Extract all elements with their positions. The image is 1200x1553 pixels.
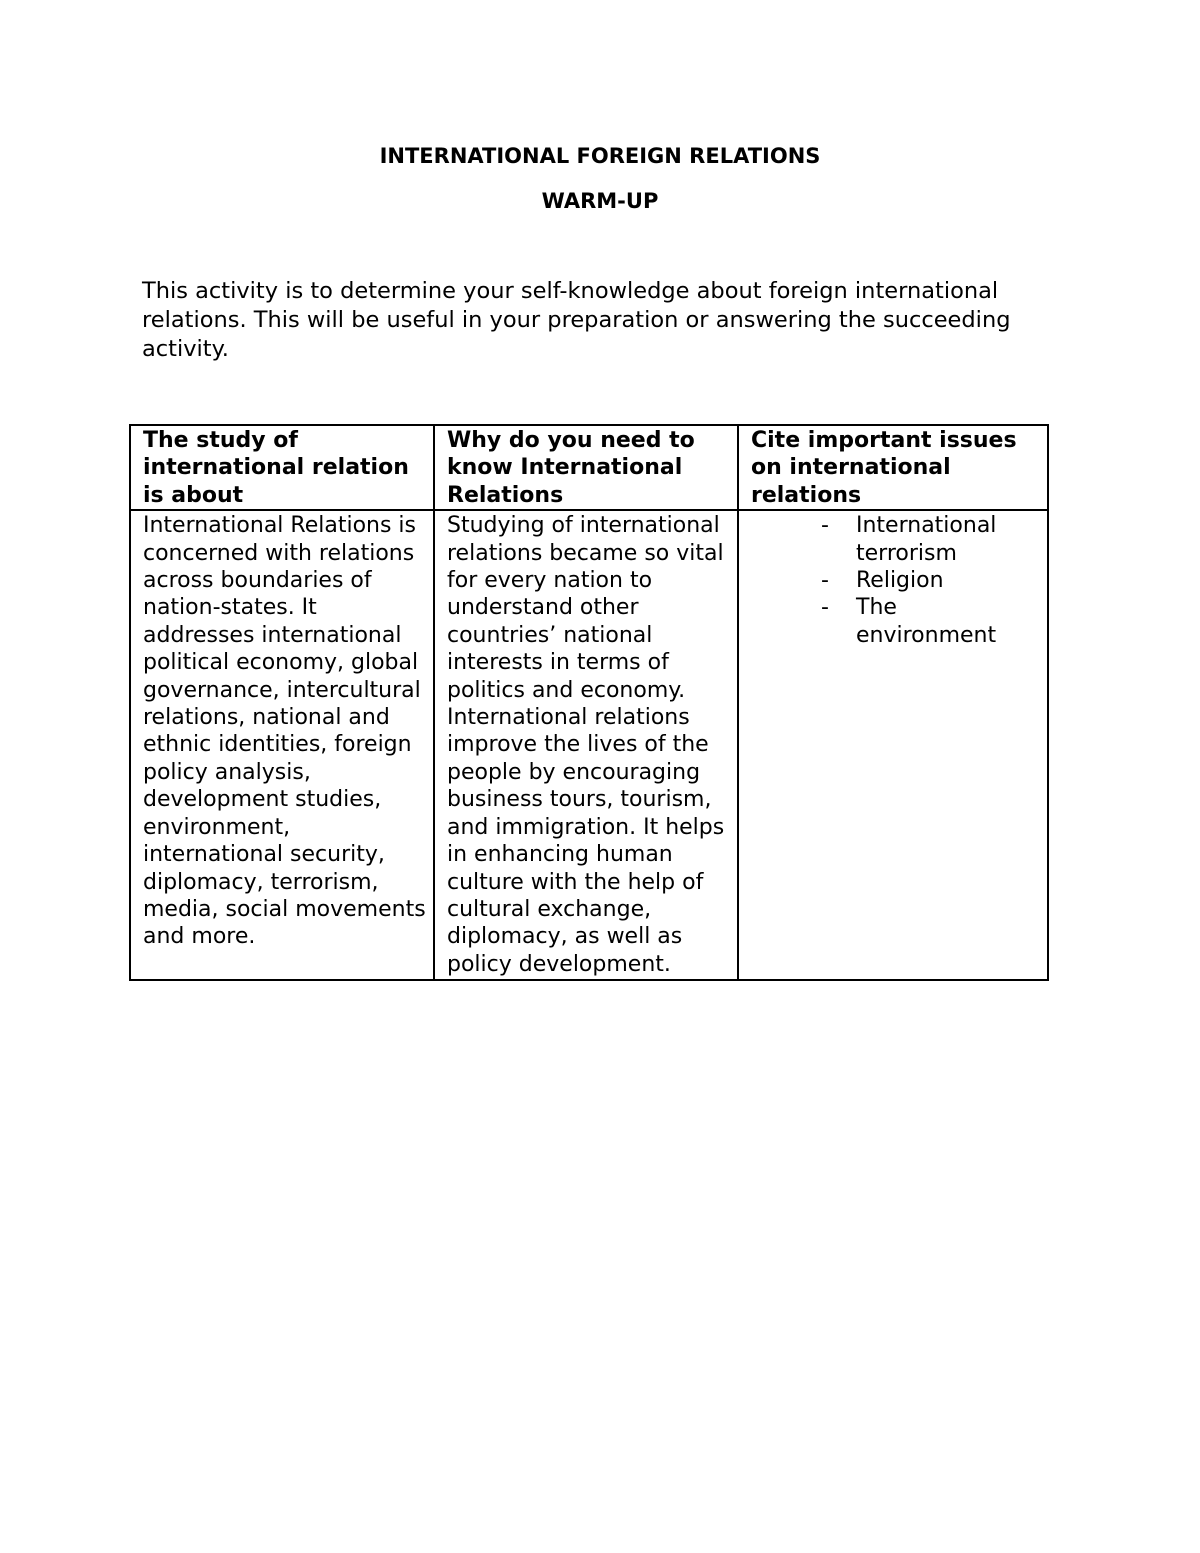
dash-bullet: - xyxy=(821,568,829,594)
document-subtitle: WARM-UP xyxy=(541,189,659,213)
list-item xyxy=(751,594,1041,649)
list-item xyxy=(751,512,1041,567)
document-title: INTERNATIONAL FOREIGN RELATIONS xyxy=(379,144,821,168)
table-header-row xyxy=(130,425,1048,510)
dash-bullet: - xyxy=(821,595,829,621)
issues-list xyxy=(751,512,1041,649)
issue-text: The environment xyxy=(856,595,997,648)
cell-study-about: International Relations is concerned with relations across boundaries of nation-states. It addresses international political economy, global governance, intercultural relations, national and ethnic identities, foreign policy analysis, development studies, environment, international security, diplomacy, terrorism, media, social movements and more. xyxy=(130,510,434,980)
intro-paragraph: This activity is to determine your self-knowledge about foreign international relations. This will be useful in your preparation or answering the succeeding activity. xyxy=(142,278,1011,362)
issue-text: International terrorism xyxy=(856,513,997,566)
cell-cite-issues xyxy=(738,510,1048,980)
cell-why-know: Studying of international relations became so vital for every nation to understand other countries’ national interests in terms of politics and economy. International relations improve the lives of the people by encouraging business tours, tourism, and immigration. It helps in enhancing human culture with the help of cultural exchange, diplomacy, as well as policy development. xyxy=(434,510,738,980)
header-cite-issues: Cite important issues on international relations xyxy=(738,425,1048,510)
warmup-table xyxy=(129,424,1049,981)
header-study-about: The study of international relation is about xyxy=(130,425,434,510)
table-row xyxy=(130,510,1048,980)
list-item xyxy=(751,567,1041,594)
header-why-know: Why do you need to know International Relations xyxy=(434,425,738,510)
dash-bullet: - xyxy=(821,513,829,539)
issue-text: Religion xyxy=(856,568,944,594)
